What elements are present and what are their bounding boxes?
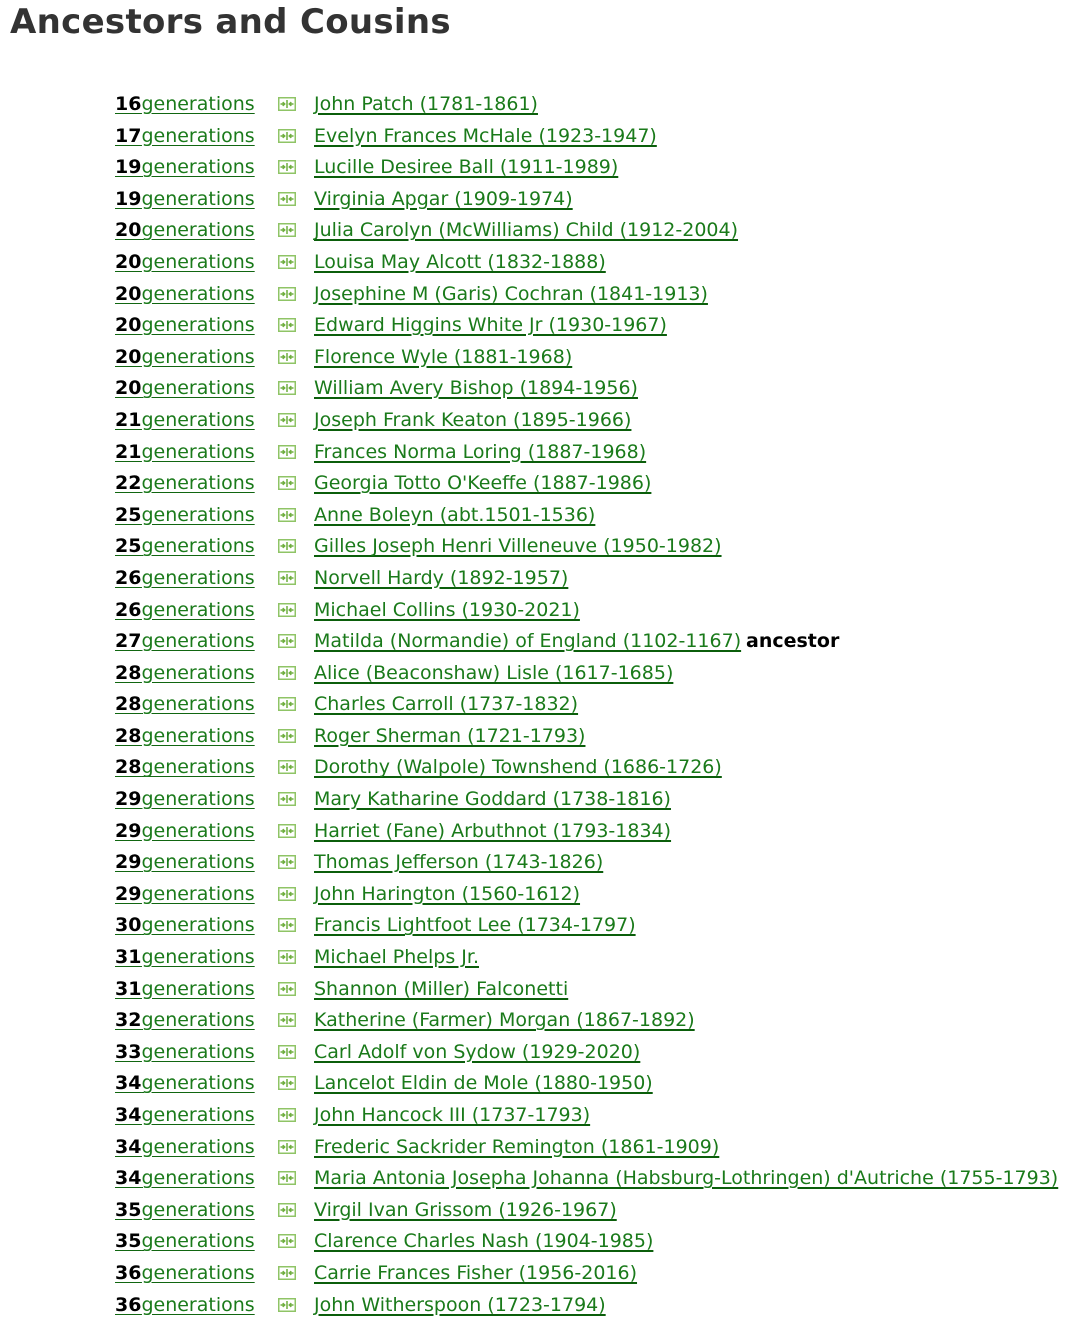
relationship-icon[interactable]	[278, 223, 296, 237]
relationship-icon[interactable]	[278, 476, 296, 490]
generations-link[interactable]	[115, 563, 263, 595]
generations-label: generations	[141, 598, 255, 621]
person-link[interactable]: Gilles Joseph Henri Villeneuve (1950-1982)	[314, 535, 722, 558]
generations-label: generations	[141, 1040, 255, 1063]
page-title: Ancestors and Cousins	[10, 2, 451, 42]
generations-label: generations	[141, 851, 255, 874]
generation-count: 34	[115, 1167, 142, 1190]
generations-link[interactable]	[115, 689, 263, 721]
generations-label: generations	[141, 250, 255, 273]
generation-count: 16	[115, 93, 142, 115]
person-link[interactable]: Frederic Sackrider Remington (1861-1909)	[314, 1135, 720, 1158]
person-link[interactable]: Georgia Totto O'Keeffe (1887-1986)	[314, 472, 652, 495]
generations-link[interactable]	[115, 752, 263, 784]
generation-count: 30	[115, 914, 142, 937]
relationship-icon[interactable]	[278, 697, 296, 711]
relationship-icon[interactable]	[278, 666, 296, 680]
person-link[interactable]: Mary Katharine Goddard (1738-1816)	[314, 788, 671, 811]
relationship-icon[interactable]	[278, 1266, 296, 1280]
generations-link[interactable]	[115, 121, 263, 153]
relationship-icon[interactable]	[278, 760, 296, 774]
generations-label: generations	[141, 1293, 255, 1316]
person-link[interactable]: Julia Carolyn (McWilliams) Child (1912-2004)	[314, 219, 739, 242]
generations-link[interactable]	[115, 405, 263, 437]
relationship-icon[interactable]	[278, 508, 296, 522]
relationship-icon[interactable]	[278, 287, 296, 301]
generations-link[interactable]	[115, 1068, 263, 1100]
generation-count: 22	[115, 472, 142, 495]
generation-count: 28	[115, 661, 142, 684]
relationship-icon[interactable]	[278, 729, 296, 743]
generations-link[interactable]	[115, 1132, 263, 1164]
generations-label: generations	[141, 819, 255, 842]
generations-label: generations	[141, 1009, 255, 1032]
person-link[interactable]: Dorothy (Walpole) Townshend (1686-1726)	[314, 756, 722, 779]
generation-count: 19	[115, 187, 142, 210]
person-link[interactable]: Lucille Desiree Ball (1911-1989)	[314, 156, 619, 179]
generation-count: 29	[115, 788, 142, 811]
generations-link[interactable]	[115, 310, 263, 342]
relationship-icon[interactable]	[278, 1203, 296, 1217]
relationship-icon[interactable]	[278, 413, 296, 427]
generations-link[interactable]	[115, 942, 263, 974]
generations-label: generations	[141, 93, 255, 115]
generations-label: generations	[141, 1167, 255, 1190]
generations-label: generations	[141, 472, 255, 495]
generations-link[interactable]	[115, 1258, 263, 1290]
generations-link[interactable]	[115, 1005, 263, 1037]
generation-count: 20	[115, 282, 142, 305]
generations-link[interactable]	[115, 531, 263, 563]
generation-count: 34	[115, 1104, 142, 1126]
generations-link[interactable]	[115, 816, 263, 848]
generation-count: 25	[115, 503, 142, 526]
person-link[interactable]: Carl Adolf von Sydow (1929-2020)	[314, 1040, 641, 1063]
relationship-icon[interactable]	[278, 1076, 296, 1090]
generation-count: 35	[115, 1198, 142, 1221]
relationship-icon[interactable]	[278, 539, 296, 553]
person-link[interactable]: Anne Boleyn (abt.1501-1536)	[314, 503, 596, 526]
person-link[interactable]: Lancelot Eldin de Mole (1880-1950)	[314, 1072, 653, 1095]
person-link[interactable]: Charles Carroll (1737-1832)	[314, 693, 579, 716]
generation-count: 28	[115, 693, 142, 716]
generations-label: generations	[141, 946, 255, 969]
generation-count: 33	[115, 1040, 142, 1063]
relationship-icon[interactable]	[278, 887, 296, 901]
generation-count: 17	[115, 124, 142, 147]
generations-link[interactable]	[115, 879, 263, 911]
generations-label: generations	[141, 440, 255, 463]
generation-count: 20	[115, 377, 142, 400]
generations-link[interactable]	[115, 342, 263, 374]
generations-label: generations	[141, 219, 255, 242]
generations-link[interactable]	[115, 247, 263, 279]
generation-count: 28	[115, 756, 142, 779]
generation-count: 29	[115, 819, 142, 842]
relationship-icon[interactable]	[278, 950, 296, 964]
generations-label: generations	[141, 345, 255, 368]
generation-count: 28	[115, 724, 142, 747]
generations-link[interactable]	[115, 626, 263, 658]
relationship-icon[interactable]	[278, 1171, 296, 1185]
generation-count: 20	[115, 219, 142, 242]
generations-link[interactable]	[115, 279, 263, 311]
generations-label: generations	[141, 1072, 255, 1095]
relationship-icon[interactable]	[278, 381, 296, 395]
generations-link[interactable]	[115, 373, 263, 405]
person-link[interactable]: Maria Antonia Josepha Johanna (Habsburg-Lothringen) d'Autriche (1755-1793)	[314, 1167, 1059, 1190]
generation-count: 36	[115, 1293, 142, 1316]
generations-label: generations	[141, 124, 255, 147]
generation-count: 31	[115, 946, 142, 969]
generations-label: generations	[141, 630, 255, 653]
generations-link[interactable]	[115, 215, 263, 247]
generations-link[interactable]	[115, 500, 263, 532]
generations-link[interactable]	[115, 910, 263, 942]
person-link[interactable]: Virginia Apgar (1909-1974)	[314, 187, 573, 210]
person-link[interactable]: Joseph Frank Keaton (1895-1966)	[314, 408, 632, 431]
generations-label: generations	[141, 693, 255, 716]
person-link[interactable]: John Witherspoon (1723-1794)	[314, 1293, 606, 1316]
relationship-icon[interactable]	[278, 634, 296, 648]
generations-label: generations	[141, 566, 255, 589]
relationship-icon[interactable]	[278, 445, 296, 459]
generations-link[interactable]	[115, 89, 263, 121]
person-link[interactable]: Clarence Charles Nash (1904-1985)	[314, 1230, 654, 1253]
relationship-icon[interactable]	[278, 1108, 296, 1122]
generation-count: 27	[115, 630, 142, 653]
person-link[interactable]: Florence Wyle (1881-1968)	[314, 345, 573, 368]
person-link[interactable]: Harriet (Fane) Arbuthnot (1793-1834)	[314, 819, 672, 842]
generations-label: generations	[141, 1261, 255, 1284]
relationship-icon[interactable]	[278, 97, 296, 111]
relationship-icon[interactable]	[278, 350, 296, 364]
person-link[interactable]: Francis Lightfoot Lee (1734-1797)	[314, 914, 636, 937]
person-link[interactable]: Roger Sherman (1721-1793)	[314, 724, 586, 747]
relationship-icon[interactable]	[278, 603, 296, 617]
generation-count: 34	[115, 1135, 142, 1158]
person-link[interactable]: Shannon (Miller) Falconetti	[314, 977, 569, 1000]
relationship-note: ancestor	[746, 630, 840, 653]
person-link[interactable]: Carrie Frances Fisher (1956-2016)	[314, 1261, 638, 1284]
generations-label: generations	[141, 156, 255, 179]
person-link[interactable]: Louisa May Alcott (1832-1888)	[314, 250, 606, 273]
generations-link[interactable]	[115, 1226, 263, 1258]
generations-link[interactable]	[115, 721, 263, 753]
generations-link[interactable]	[115, 974, 263, 1006]
generations-label: generations	[141, 1230, 255, 1253]
relationship-icon[interactable]	[278, 192, 296, 206]
generation-count: 20	[115, 314, 142, 337]
generations-label: generations	[141, 187, 255, 210]
relationship-icon[interactable]	[278, 1013, 296, 1027]
person-link[interactable]: William Avery Bishop (1894-1956)	[314, 377, 638, 400]
generations-link[interactable]	[115, 847, 263, 879]
person-link[interactable]: Virgil Ivan Grissom (1926-1967)	[314, 1198, 617, 1221]
person-link[interactable]: Frances Norma Loring (1887-1968)	[314, 440, 647, 463]
generations-link[interactable]	[115, 595, 263, 627]
person-link[interactable]: Josephine M (Garis) Cochran (1841-1913)	[314, 282, 708, 305]
person-link[interactable]: John Patch (1781-1861)	[314, 93, 538, 115]
generations-label: generations	[141, 377, 255, 400]
relationship-icon[interactable]	[278, 982, 296, 996]
generations-link[interactable]	[115, 437, 263, 469]
generations-label: generations	[141, 1198, 255, 1221]
person-link[interactable]: Thomas Jefferson (1743-1826)	[314, 851, 604, 874]
generation-count: 26	[115, 598, 142, 621]
generations-label: generations	[141, 1104, 255, 1126]
relationship-icon[interactable]	[278, 1140, 296, 1154]
person-link[interactable]: Edward Higgins White Jr (1930-1967)	[314, 314, 667, 337]
relationship-icon[interactable]	[278, 824, 296, 838]
relationship-icon[interactable]	[278, 792, 296, 806]
relationship-icon[interactable]	[278, 129, 296, 143]
generations-link[interactable]	[115, 1037, 263, 1069]
generations-link[interactable]	[115, 1163, 263, 1195]
generations-link[interactable]	[115, 468, 263, 500]
relationship-icon[interactable]	[278, 255, 296, 269]
person-link[interactable]: Alice (Beaconshaw) Lisle (1617-1685)	[314, 661, 674, 684]
generations-link[interactable]	[115, 1290, 263, 1321]
generation-count: 20	[115, 250, 142, 273]
generations-link[interactable]	[115, 152, 263, 184]
relationship-icon[interactable]	[278, 160, 296, 174]
relationship-icon[interactable]	[278, 318, 296, 332]
person-link[interactable]: Norvell Hardy (1892-1957)	[314, 566, 569, 589]
generations-link[interactable]	[115, 658, 263, 690]
generation-count: 34	[115, 1072, 142, 1095]
relationship-icon[interactable]	[278, 855, 296, 869]
generation-count: 31	[115, 977, 142, 1000]
generations-label: generations	[141, 535, 255, 558]
generations-label: generations	[141, 503, 255, 526]
relationship-icon[interactable]	[278, 1234, 296, 1248]
person-link[interactable]: Matilda (Normandie) of England (1102-1167)	[314, 630, 742, 653]
generation-count: 35	[115, 1230, 142, 1253]
generation-count: 25	[115, 535, 142, 558]
generations-label: generations	[141, 282, 255, 305]
generation-count: 26	[115, 566, 142, 589]
generation-count: 19	[115, 156, 142, 179]
generations-label: generations	[141, 661, 255, 684]
person-link[interactable]: John Hancock III (1737-1793)	[314, 1104, 591, 1126]
generations-label: generations	[141, 914, 255, 937]
generations-label: generations	[141, 977, 255, 1000]
relationship-icon[interactable]	[278, 1045, 296, 1059]
person-link[interactable]: Evelyn Frances McHale (1923-1947)	[314, 124, 657, 147]
generation-count: 20	[115, 345, 142, 368]
person-link[interactable]: Michael Collins (1930-2021)	[314, 598, 580, 621]
generation-count: 32	[115, 1009, 142, 1032]
generations-label: generations	[141, 1135, 255, 1158]
person-link[interactable]: Michael Phelps Jr.	[314, 946, 479, 969]
generation-count: 21	[115, 408, 142, 431]
relationship-icon[interactable]	[278, 571, 296, 585]
generations-link[interactable]	[115, 784, 263, 816]
person-link[interactable]: Katherine (Farmer) Morgan (1867-1892)	[314, 1009, 695, 1032]
generations-link[interactable]	[115, 1100, 263, 1132]
generations-label: generations	[141, 724, 255, 747]
person-link[interactable]: John Harington (1560-1612)	[314, 882, 581, 905]
generations-label: generations	[141, 314, 255, 337]
generations-link[interactable]	[115, 1195, 263, 1227]
generations-label: generations	[141, 882, 255, 905]
generations-label: generations	[141, 788, 255, 811]
generations-label: generations	[141, 756, 255, 779]
generation-count: 29	[115, 851, 142, 874]
generation-count: 21	[115, 440, 142, 463]
relationship-icon[interactable]	[278, 1298, 296, 1312]
generations-link[interactable]	[115, 184, 263, 216]
relationship-icon[interactable]	[278, 918, 296, 932]
generation-count: 36	[115, 1261, 142, 1284]
generation-count: 29	[115, 882, 142, 905]
generations-label: generations	[141, 408, 255, 431]
